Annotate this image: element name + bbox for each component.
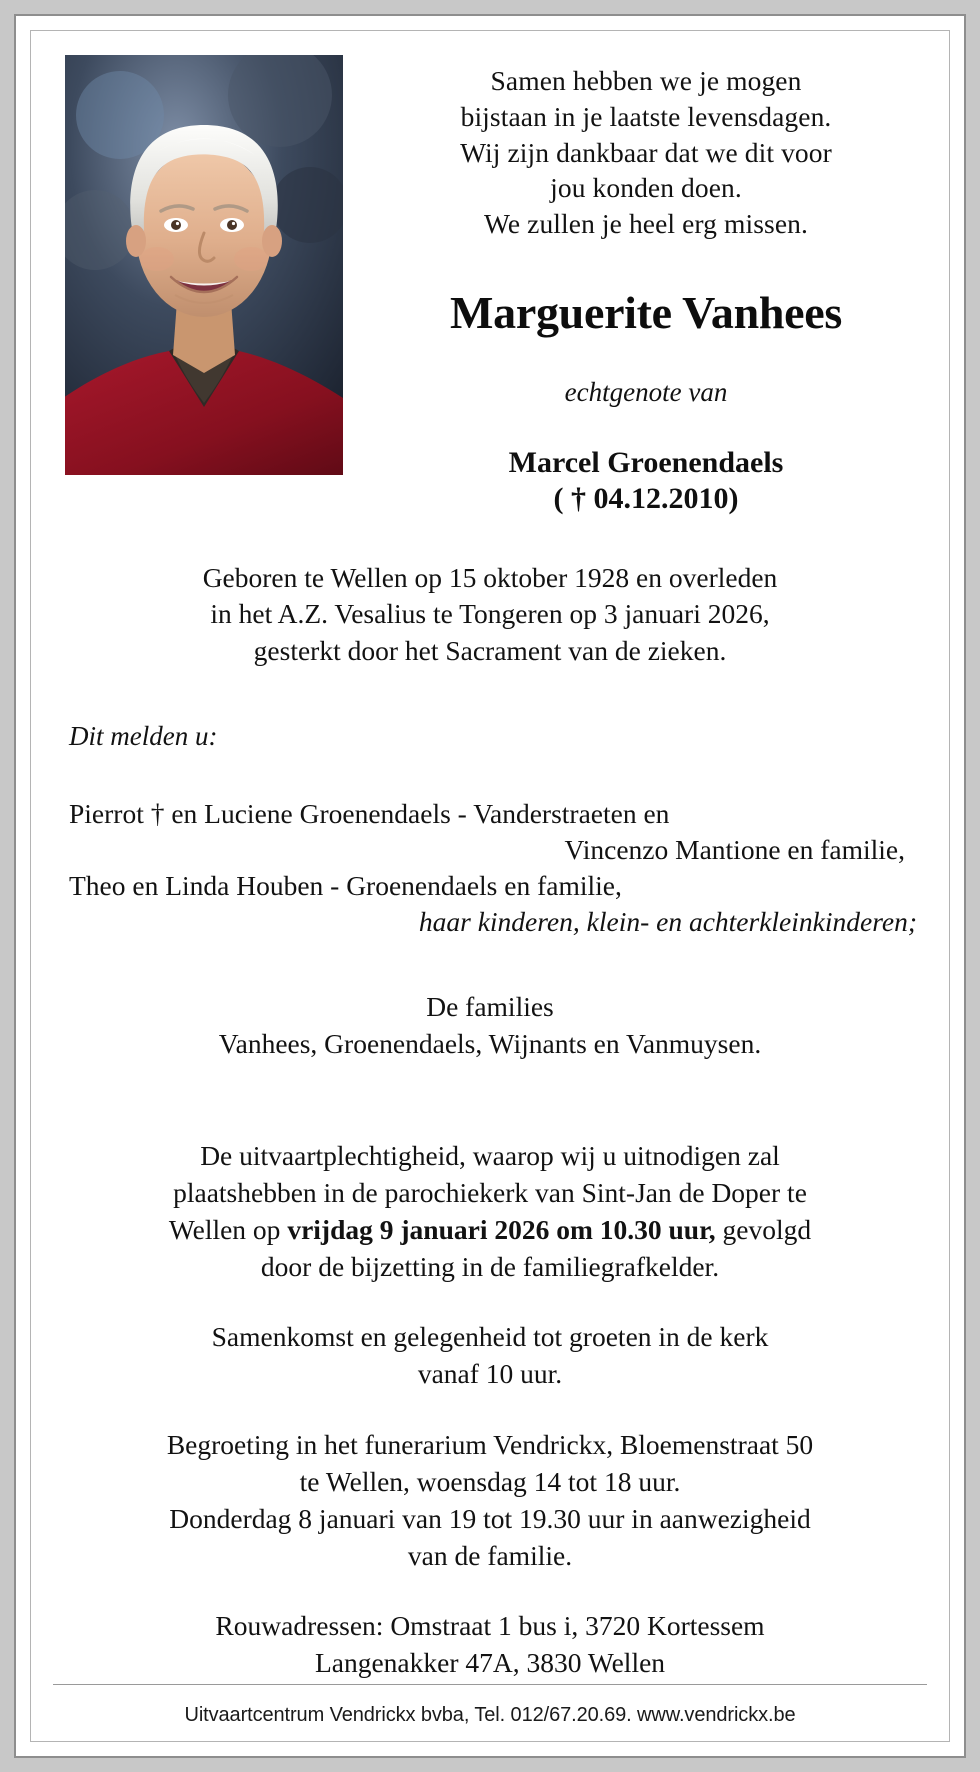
birth-death-line-2: in het A.Z. Vesalius te Tongeren op 3 januari 2026,: [210, 598, 770, 630]
poem-line-2: bijstaan in je laatste levensdagen.: [460, 100, 832, 132]
address-paragraph: [59, 1608, 921, 1682]
funeral-line-4: door de bijzetting in de familiegrafkelder.: [260, 1250, 720, 1282]
visitation-paragraph: [59, 1427, 921, 1574]
funeral-line-1: De uitvaartplechtigheid, waarop wij u uitnodigen zal: [200, 1140, 780, 1172]
spouse-name: Marcel Groenendaels: [508, 445, 784, 479]
gathering-paragraph: [59, 1319, 921, 1393]
families-names: Vanhees, Groenendaels, Wijnants en Vanmuysen.: [218, 1027, 762, 1059]
card-header-area: [31, 31, 949, 516]
footer-divider: [53, 1684, 927, 1685]
family-line-1: Pierrot † en Luciene Groenendaels - Vanderstraeten en: [69, 798, 670, 830]
announcement-label: Dit melden u:: [69, 721, 218, 752]
funeral-home-footer: Uitvaartcentrum Vendrickx bvba, Tel. 012/67.20.69. www.vendrickx.be: [184, 1704, 796, 1726]
families-block: [59, 989, 921, 1062]
address-line-1: Rouwadressen: Omstraat 1 bus i, 3720 Kortessem: [215, 1610, 765, 1642]
visitation-line-1: Begroeting in het funerarium Vendrickx, Bloemenstraat 50: [166, 1429, 814, 1461]
relation-label: echtgenote van: [564, 376, 728, 407]
spouse-death-date: ( † 04.12.2010): [553, 481, 739, 515]
family-line-3: Theo en Linda Houben - Groenendaels en familie,: [69, 869, 622, 901]
poem-line-1: Samen hebben we je mogen: [490, 65, 802, 96]
poem-line-5: We zullen je heel erg missen.: [484, 208, 808, 239]
card-body: [31, 560, 949, 1682]
memorial-card: [30, 30, 950, 1742]
poem-line-4: jou konden doen.: [550, 172, 742, 204]
family-line-2: Vincenzo Mantione en familie,: [564, 834, 905, 866]
funeral-line-3: [59, 1212, 921, 1249]
gathering-line-1: Samenkomst en gelegenheid tot groeten in de kerk: [211, 1321, 769, 1353]
funeral-paragraph: [59, 1138, 921, 1285]
card-header-text: [361, 49, 931, 516]
birth-death-line-1: Geboren te Wellen op 15 oktober 1928 en overleden: [202, 561, 778, 593]
poem-line-3: Wij zijn dankbaar dat we dit voor: [460, 136, 832, 168]
deceased-name: Marguerite Vanhees: [450, 286, 842, 338]
descendants-line: haar kinderen, klein- en achterkleinkinderen;: [418, 905, 917, 937]
memorial-card-frame: [14, 14, 966, 1758]
family-announcers: [59, 796, 921, 939]
birth-death-info: [59, 560, 921, 670]
birth-death-line-3: gesterkt door het Sacrament van de zieken.: [253, 634, 727, 666]
funeral-datetime: vrijdag 9 januari 2026 om 10.30 uur,: [287, 1213, 716, 1245]
service-details: [59, 1138, 921, 1682]
funeral-line-3-pre: Wellen op: [168, 1213, 288, 1245]
gathering-line-2: vanaf 10 uur.: [417, 1358, 563, 1390]
poem: [361, 49, 931, 242]
visitation-line-4: van de familie.: [407, 1539, 573, 1571]
families-intro: De families: [426, 991, 554, 1023]
portrait-photo: [65, 55, 343, 475]
funeral-line-3-post: gevolgd: [715, 1213, 812, 1245]
funeral-line-2: plaatshebben in de parochiekerk van Sint-Jan de Doper te: [173, 1176, 807, 1208]
address-line-2: Langenakker 47A, 3830 Wellen: [314, 1647, 666, 1679]
visitation-line-2: te Wellen, woensdag 14 tot 18 uur.: [299, 1465, 681, 1497]
visitation-line-3: Donderdag 8 januari van 19 tot 19.30 uur in aanwezigheid: [169, 1502, 811, 1534]
